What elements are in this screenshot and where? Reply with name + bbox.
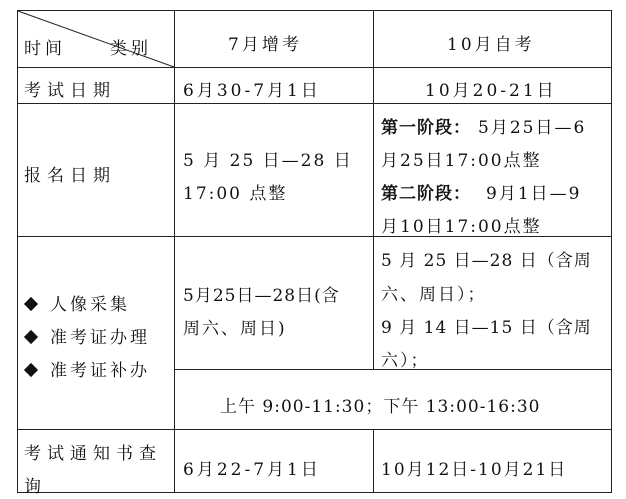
services-hours: 上午 9:00-11:30；下午 13:00-16:30 (220, 397, 541, 417)
registration-stage1-line2: 月25日17:00点整 (381, 151, 542, 171)
header-corner-right: 类别 (110, 39, 152, 59)
diamond-bullet-icon (24, 362, 38, 376)
services-col1-line2: 周六、周日) (183, 319, 287, 339)
exam-date-col1: 6月30-7月1日 (183, 81, 321, 101)
services-col2-line4: 六）； (381, 351, 430, 371)
service-item-label: 准考证办理 (50, 328, 150, 348)
notice-col1: 6月22-7月1日 (183, 460, 321, 480)
notice-label-line2: 询 (24, 477, 42, 497)
exam-date-label: 考试日期 (24, 81, 116, 101)
services-col2-line1: 5 月 25 日—28 日（含周 (381, 251, 592, 271)
diamond-bullet-icon (24, 296, 38, 310)
service-item (26, 323, 150, 348)
service-item (26, 356, 150, 381)
header-corner-left: 时间 (24, 39, 66, 59)
services-col2-line2: 六、周日）； (381, 285, 487, 305)
notice-label-line1: 考试通知书查 (24, 444, 162, 464)
registration-stage2-line2: 月10日17:00点整 (381, 217, 542, 237)
service-item-label: 人像采集 (50, 295, 130, 315)
registration-label: 报名日期 (24, 166, 116, 186)
header-col1: 7月增考 (228, 35, 302, 55)
registration-stage2-label: 第二阶段： (381, 184, 471, 204)
exam-date-col2: 10月20-21日 (425, 81, 557, 101)
header-col2: 10月自考 (447, 35, 535, 55)
notice-col2: 10月12日-10月21日 (381, 460, 568, 480)
registration-col1-line1: 5 月 25 日—28 日 (183, 151, 353, 171)
services-col2-line3: 9 月 14 日—15 日（含周 (381, 318, 592, 338)
registration-stage1-line1: 5月25日—6 (478, 118, 587, 138)
diamond-bullet-icon (24, 329, 38, 343)
service-item (26, 290, 130, 315)
services-col1-line1: 5月25日—28日(含 (183, 286, 340, 306)
registration-col1-line2: 17:00 点整 (183, 184, 288, 204)
registration-stage2-line1: 9月1日—9 (486, 184, 582, 204)
registration-stage1-label: 第一阶段： (381, 118, 471, 138)
service-item-label: 准考证补办 (50, 361, 150, 381)
